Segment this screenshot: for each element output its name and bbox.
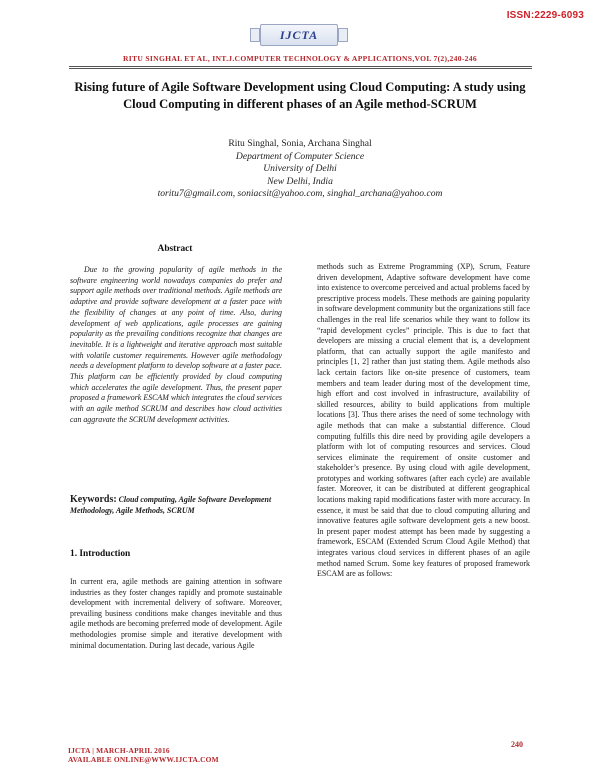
paper-title: Rising future of Agile Software Development using Cloud Computing: A study using Cloud Computing in different phases of an Agile method-SCRUM	[74, 80, 526, 111]
author-location: New Delhi, India	[267, 175, 333, 187]
footer-journal-line: IJCTA | MARCH-APRIL 2016	[68, 746, 170, 755]
page-number: 240	[511, 740, 523, 749]
author-university: University of Delhi	[263, 163, 337, 175]
author-block	[120, 138, 480, 201]
abstract-heading: Abstract	[157, 244, 193, 254]
author-department: Department of Computer Science	[235, 150, 365, 162]
author-emails: toritu7@gmail.com, soniacsit@yahoo.com, singhal_archana@yahoo.com	[157, 188, 443, 200]
keywords-label: Keywords:	[70, 494, 117, 505]
header-rule-bottom	[69, 68, 532, 69]
intro-text-right-column: methods such as Extreme Programming (XP), Scrum, Feature driven development, Adaptive software development have come into existence to overcome perceived and actual problems faced by prescriptive process models. These methods are gaining popularity in software development community but the organizations still face challenges in the real life scenarios while they want to follow its “rapid development cycles” principle. This is due to fact that developers are missing a crucial element that is, a development platform, that can actually support the agile manifesto and principles [1, 2] rather than just stating them. Agile methods also lack certain factors like on-site presence of customers, team members and team leader during most of the development time, high effort and cost involved in infrastructure, availability of skilled resources, ability to build applications from multiple locations [3]. Thus there arises the need of some technology with agile methods that can make a substantial difference. Cloud computing fulfills this dire need by providing agile developers a platform with lot of computing resources and services. Cloud services eliminate the requirement of onsite customer and stakeholder’s presence. By using cloud with agile development, prototypes and working softwares (after each cycle) are available faster. Moreover, it can be distributed at different geographical locations making rapid modifications faster with more accuracy. In essence, it must be said that due to cloud computing alluring and innovative features agile software development gets a new boost. In present paper modest attempt has been made by suggesting a framework, ESCAM (Extended Scrum Cloud Agile Method) that integrates various cloud services in different phases of an agile method named Scrum. Some key features of proposed framework ESCAM are as follows:	[317, 262, 530, 579]
running-head: RITU SINGHAL ET AL, INT.J.COMPUTER TECHNOLOGY & APPLICATIONS,VOL 7(2),240-246	[123, 54, 477, 63]
intro-text-left-column: In current era, agile methods are gaining attention in software industries as they foster changes rapidly and promote sustainable development with incremental delivery of software. Moreover, prevailing business conditions make changes inevitable and thus agile methods are becoming preferred mode of development. Agile methodologies promise simple and iterative development with minimal documentation. During last decade, various Agile	[70, 577, 282, 650]
abstract-text: Due to the growing popularity of agile methods in the software engineering world nowadays companies do prefer and support agile methods over traditional methods. Agile methods are adaptive and provide software development at a faster pace with the flexibility of changes at any point of time. Also, during development of web applications, agile processes are gaining popularity as the prevailing conditions recognize that changes are inevitable. It is a lightweight and iterative approach most suitable with volatile customer requirements. However agile methodology needs a development platform to develop software at a faster pace. This platform can be efficiently provided by cloud computing which accelerates the agile development. Thus, the present paper proposed a framework ESCAM which integrates the cloud services with an agile method SCRUM and describes how cloud activities can aggravate the SCRUM development activities.	[70, 265, 282, 424]
issn-label: ISSN:2229-6093	[506, 10, 584, 21]
journal-logo: IJCTA	[260, 24, 338, 46]
header-rule-top	[69, 66, 532, 67]
keywords-text: Cloud computing, Agile Software Development Methodology, Agile Methods, SCRUM	[70, 495, 272, 515]
author-names: Ritu Singhal, Sonia, Archana Singhal	[228, 138, 372, 149]
footer-online-line: AVAILABLE ONLINE@WWW.IJCTA.COM	[68, 755, 219, 765]
section-heading-introduction: 1. Introduction	[70, 549, 131, 559]
keywords	[70, 494, 282, 516]
footer-journal-info	[68, 746, 219, 765]
